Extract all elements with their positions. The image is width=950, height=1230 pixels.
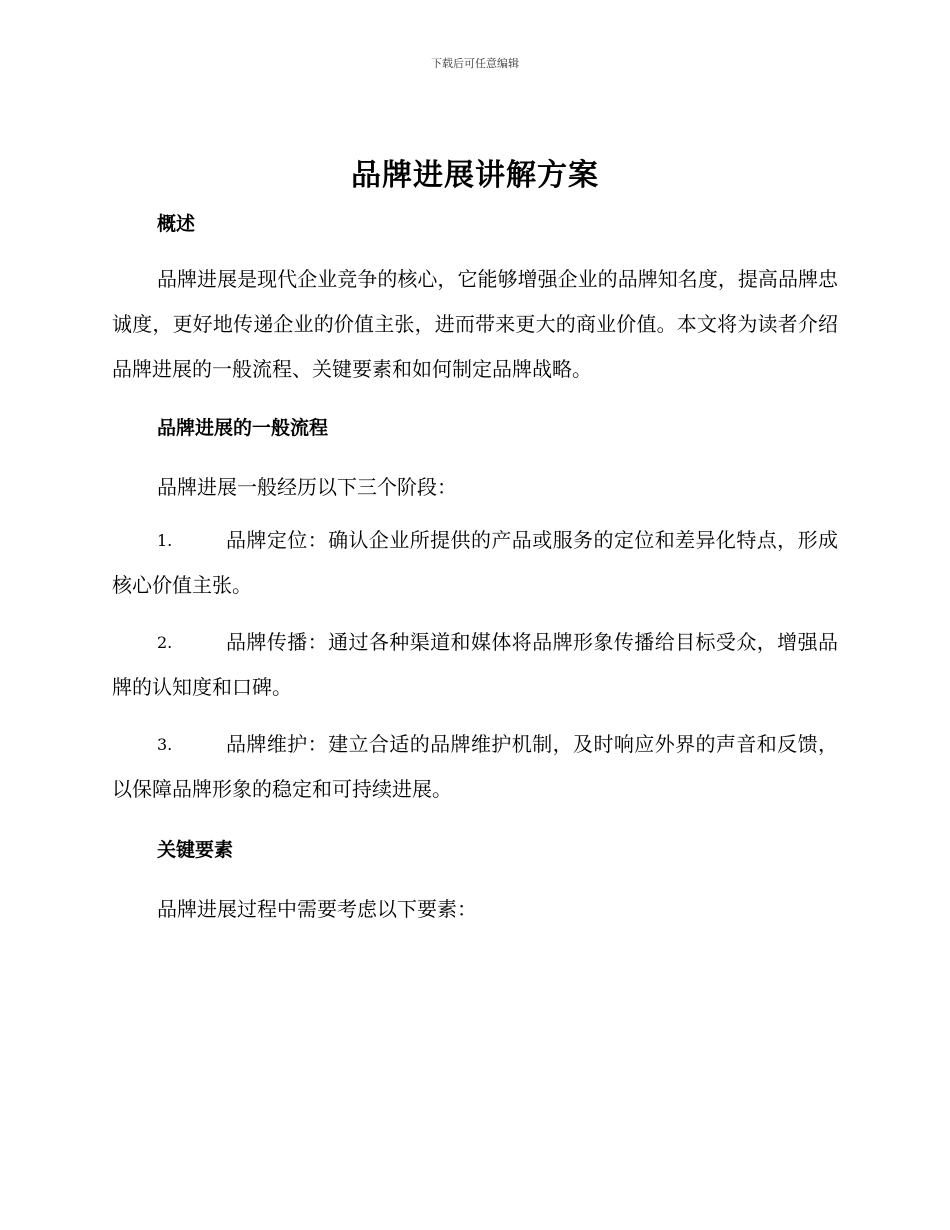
header-note: 下载后可任意编辑 <box>431 57 519 70</box>
document-title: 品牌进展讲解方案 <box>351 158 599 193</box>
overview-paragraph: 品牌进展是现代企业竞争的核心，它能够增强企业的品牌知名度，提高品牌忠诚度，更好地传递企业的价值主张，进而带来更大的商业价值。本文将为读者介绍品牌进展的一般流程、关键要素和如何制定品牌战略。 <box>112 267 838 381</box>
list-item-number: 2. <box>157 633 173 652</box>
section-heading-process: 品牌进展的一般流程 <box>157 417 329 439</box>
section-heading-overview: 概述 <box>157 213 196 235</box>
key-elements-intro: 品牌进展过程中需要考虑以下要素： <box>157 897 477 921</box>
list-item <box>112 620 838 710</box>
list-item <box>112 518 838 608</box>
list-item-text: 品牌定位：确认企业所提供的产品或服务的定位和差异化特点，形成核心价值主张。 <box>112 528 838 597</box>
list-item-text: 品牌传播：通过各种渠道和媒体将品牌形象传播给目标受众，增强品牌的认知度和口碑。 <box>112 630 838 699</box>
process-intro: 品牌进展一般经历以下三个阶段： <box>157 475 457 499</box>
list-item-number: 3. <box>157 735 173 754</box>
list-item-number: 1. <box>157 531 173 550</box>
list-item-text: 品牌维护：建立合适的品牌维护机制，及时响应外界的声音和反馈，以保障品牌形象的稳定和可持续进展。 <box>112 732 838 801</box>
section-heading-key-elements: 关键要素 <box>157 839 234 861</box>
list-item <box>112 722 838 812</box>
